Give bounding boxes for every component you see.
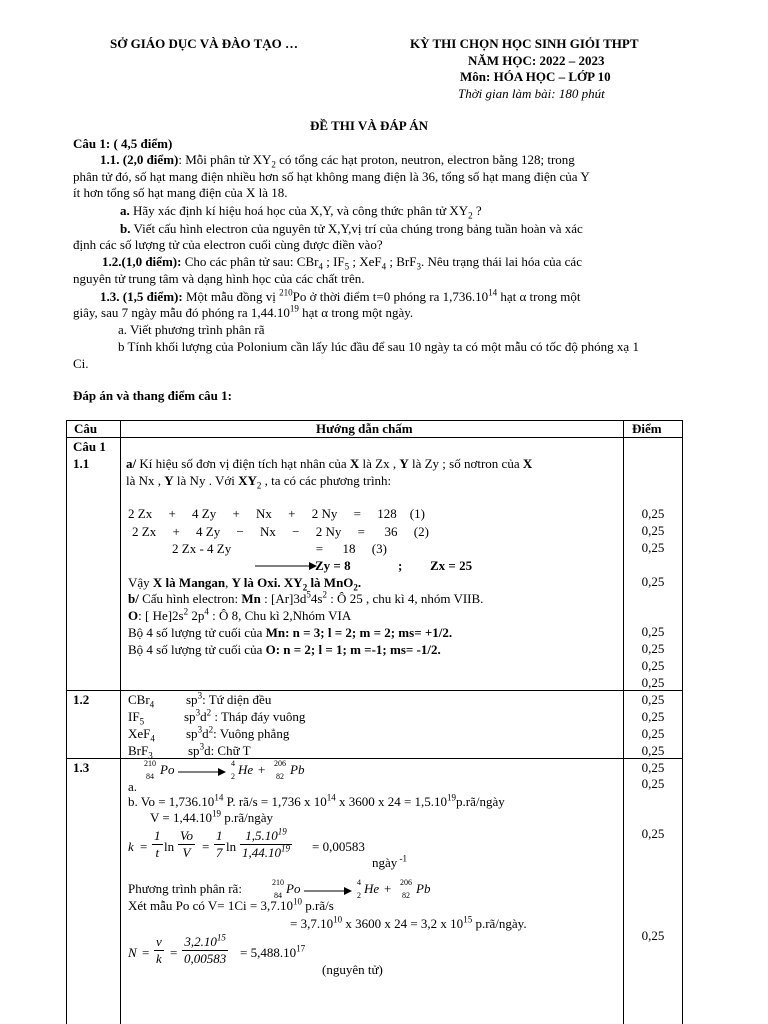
question-1-3-b-line-2: Ci. <box>73 356 89 371</box>
hybridization: $sp^3d$: Chữ T <box>188 741 251 758</box>
question-1-1-line-2: phân tử đó, số hạt mang điện nhiều hơn số hạt không mang điện là 36, tổng số hạt mang điện của Y <box>73 169 590 184</box>
department-name: SỞ GIÁO DỤC VÀ ĐÀO TẠO … <box>110 36 299 51</box>
mn-configuration: b/ Cấu hình electron: Mn : $[Ar]3d^54s^2$ : Ô 25 , chu kì 4, nhóm VIIB. <box>128 589 484 606</box>
column-header-cau: Câu <box>74 421 98 436</box>
score: 0,25 <box>641 709 665 724</box>
sample-activity: Xét mẫu Po có $V= 1Ci = 3,7.10^{10}$ p.rã/s <box>128 896 334 913</box>
score: 0,25 <box>641 760 665 775</box>
score: 0,25 <box>641 658 665 673</box>
question-1-3-line-1: 1.3. (1,5 điểm): Một mẫu đồng vị $^{210}$Po ở thời điểm t=0 phóng ra 1,736.10$^{14}$ hạt α trong một <box>100 287 581 304</box>
score: 0,25 <box>641 675 665 690</box>
question-heading: Câu 1: ( 4,5 điểm) <box>73 136 173 151</box>
hybridization: $sp^3d^2$: Vuông phẳng <box>186 724 290 741</box>
v-value: $V = 1,44.10^{19}$ p.rã/ngày <box>150 808 273 825</box>
o-quantum-numbers: Bộ 4 số lượng tử cuối của O: n = 2; l = 1; m =-1; ms= -1/2. <box>128 642 441 657</box>
school-year: NĂM HỌC: 2022 – 2023 <box>468 53 605 68</box>
question-1-1-line-1: 1.1. (2,0 điểm): Mỗi phân tử $XY_2$ có tổng các hạt proton, neutron, electron bằng 128; trong <box>100 152 575 170</box>
score: 0,25 <box>641 540 665 555</box>
atom-unit: (nguyên tử) <box>322 962 383 977</box>
exam-title: KỲ THI CHỌN HỌC SINH GIỎI THPT <box>410 36 639 51</box>
result-zx: Zx = 25 <box>430 558 473 573</box>
score: 0,25 <box>641 826 665 841</box>
equation-1: 2 Zx + 4 Zy + Nx + 2 Ny = 128 (1) <box>128 506 425 521</box>
time-limit: Thời gian làm bài: 180 phút <box>458 86 605 101</box>
score: 0,25 <box>641 624 665 639</box>
question-1-3-a: a. Viết phương trình phân rã <box>118 322 265 337</box>
vo-calculation: b. $Vo = 1,736.10^{14}$ P. rã/s = 1,736 x $10^{14}$ x 3600 x $24 = 1,5.10^{19}p.rã$/ngày <box>128 792 505 809</box>
o-configuration: O: [ $He]2s^2$ $2p^4$ : Ô 8, Chu kì 2,Nhóm VIA <box>128 606 352 623</box>
arrow-icon <box>304 886 352 896</box>
row-label-1-2: 1.2 <box>73 692 90 707</box>
question-1-1-b-line-2: định các số lượng tử của electron cuối cùng được điền vào? <box>73 237 383 252</box>
question-1-3-b-line-1: b Tính khối lượng của Polonium cần lấy lúc đầu để sau 10 ngày ta có một mẫu có tốc độ phóng xạ 1 <box>118 339 639 354</box>
row-label-1-3: 1.3 <box>73 760 90 775</box>
score: 0,25 <box>641 776 665 791</box>
score: 0,25 <box>641 574 665 589</box>
part-a-label: a. <box>128 779 138 794</box>
question-1-2-line-1: 1.2.(1,0 điểm): Cho các phân tử sau: CBr$_4$ ; $IF_5$ ; XeF$_4$ ; BrF$_3$. Nêu trạng thái lai hóa của các <box>102 254 582 272</box>
hybridization: $sp^3d^2$ : Tháp đáy vuông <box>184 707 306 724</box>
sample-activity-per-day: = $3,7.10^{10}$ x 3600 x 24 = 3,2 x $10^{15}$ p.rã/ngày. <box>290 914 527 931</box>
score: 0,25 <box>641 692 665 707</box>
question-1-3-line-2: giây, sau 7 ngày mẫu đó phóng ra 1,44.10$^{19}$ hạt α trong một ngày. <box>73 303 414 320</box>
column-header-diem: Điểm <box>632 421 662 436</box>
hybridization: $sp^3$: Tứ diện đều <box>186 690 272 707</box>
question-1-1-a: a. Hãy xác định kí hiệu hoá học của X,Y, và công thức phân tử $XY_2$ ? <box>120 203 482 221</box>
question-1-2-line-2: nguyên tử trung tâm và dạng hình học của các chất trên. <box>73 271 365 286</box>
molecule-row: CBr$_4$ <box>128 692 155 710</box>
score: 0,25 <box>641 726 665 741</box>
equation-2: 2 Zx + 4 Zy − Nx − 2 Ny = 36 (2) <box>132 524 429 539</box>
molecule-row: XeF$_4$ <box>128 726 155 744</box>
arrow-icon <box>255 561 317 571</box>
unit-per-day: ngày $^{-1}$ <box>372 853 408 870</box>
result-separator: ; <box>398 558 403 573</box>
answer-heading: Đáp án và thang điểm câu 1: <box>73 388 232 403</box>
molecule-row: BrF$_3$ <box>128 743 153 761</box>
column-header-huong-dan: Hướng dẫn chấm <box>316 421 413 436</box>
score: 0,25 <box>641 523 665 538</box>
row-label-1-1: 1.1 <box>73 456 90 471</box>
conclusion-line: Vậy X là Mangan, Y là Oxi. $XY_2$ là MnO$_2$. <box>128 575 362 593</box>
equation-3: 2 Zx - 4 Zy = 18 (3) <box>172 541 387 556</box>
score: 0,25 <box>641 641 665 656</box>
answer-1-1-line-2: là Nx , Y là Ny . Với $XY_2$ , ta có các phương trình: <box>126 473 392 491</box>
arrow-icon <box>178 767 226 777</box>
question-1-1-b-line-1: b. Viết cấu hình electron của nguyên tử X,Y,vị trí của chúng trong bảng tuần hoàn và xác <box>120 221 583 236</box>
row-label-cau-1: Câu 1 <box>73 439 106 454</box>
page-title: ĐỀ THI VÀ ĐÁP ÁN <box>310 118 428 133</box>
subject: Môn: HÓA HỌC – LỚP 10 <box>460 69 611 84</box>
score: 0,25 <box>641 743 665 758</box>
question-1-1-line-3: ít hơn tổng số hạt mang điện của X là 18. <box>73 185 288 200</box>
score: 0,25 <box>641 506 665 521</box>
mn-quantum-numbers: Bộ 4 số lượng tử cuối của Mn: n = 3; l = 2; m = 2; ms= +1/2. <box>128 625 453 640</box>
result-zy: Zy = 8 <box>315 558 351 573</box>
score: 0,25 <box>641 928 665 943</box>
answer-1-1-line-1: a/ Kí hiệu số đơn vị điện tích hạt nhân của X là Zx , Y là Zy ; số nơtron của X <box>126 456 533 471</box>
molecule-row: $IF_5$ <box>128 709 145 727</box>
